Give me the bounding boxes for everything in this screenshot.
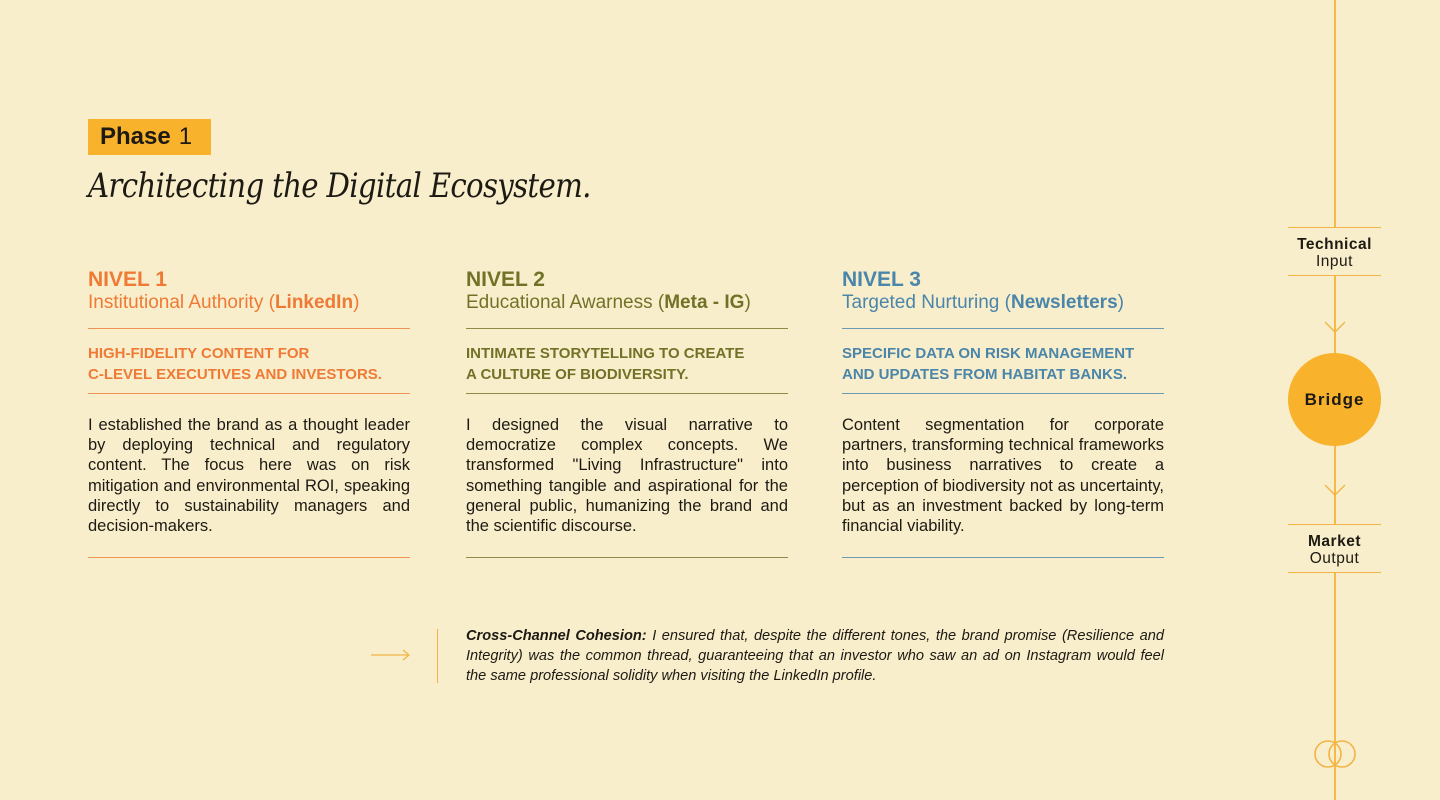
chevron-down-icon bbox=[1323, 320, 1347, 334]
divider bbox=[842, 393, 1164, 394]
technical-input-box: Technical Input bbox=[1288, 227, 1381, 276]
divider bbox=[466, 328, 788, 329]
phase-number: 1 bbox=[178, 123, 193, 150]
nivel-subtitle: Educational Awarness (Meta - IG) bbox=[466, 292, 751, 313]
divider bbox=[842, 328, 1164, 329]
nivel-label: NIVEL 1 bbox=[88, 268, 167, 291]
nivel-column-2 bbox=[466, 268, 788, 558]
market-output-box: Market Output bbox=[1288, 524, 1381, 573]
highlight-text: INTIMATE STORYTELLING TO CREATE A CULTURE OF BIODIVERSITY. bbox=[466, 345, 745, 383]
nivel-column-3 bbox=[842, 268, 1164, 558]
body-text: Content segmentation for corporate partners, transforming technical frameworks into business narratives to create a perception of biodiversity not as uncertainty, but as an investment backed by long-term financial viability. bbox=[842, 416, 1164, 536]
bridge-circle: Bridge bbox=[1288, 353, 1381, 446]
nivel-label: NIVEL 3 bbox=[842, 268, 921, 291]
nivel-subtitle: Targeted Nurturing (Newsletters) bbox=[842, 292, 1124, 313]
channel-name: Meta - IG bbox=[664, 292, 745, 313]
note-label: Cross-Channel Cohesion: bbox=[466, 628, 647, 644]
channel-name: LinkedIn bbox=[274, 292, 354, 313]
chevron-down-icon bbox=[1323, 483, 1347, 497]
channel-name: Newsletters bbox=[1010, 292, 1118, 313]
highlight-text: SPECIFIC DATA ON RISK MANAGEMENT AND UPDATES FROM HABITAT BANKS. bbox=[842, 345, 1135, 383]
divider bbox=[88, 557, 410, 558]
divider bbox=[88, 393, 410, 394]
note-divider bbox=[437, 629, 438, 683]
note-body: I ensured that, despite the different tones, the brand promise (Resilience and Integrity) was the common thread, guaranteeing that an investor who saw an ad on Instagram would feel the same professional solidity when visiting the LinkedIn profile. bbox=[466, 628, 1164, 685]
rings-logo-icon bbox=[1312, 738, 1358, 770]
highlight-text: HIGH-FIDELITY CONTENT FOR C-LEVEL EXECUTIVES AND INVESTORS. bbox=[88, 345, 382, 383]
nivel-label: NIVEL 2 bbox=[466, 268, 545, 291]
divider bbox=[466, 557, 788, 558]
phase-word: Phase bbox=[100, 123, 171, 150]
cross-channel-note bbox=[466, 626, 1164, 687]
nivel-column-1 bbox=[88, 268, 410, 558]
page-title: Architecting the Digital Ecosystem. bbox=[88, 166, 591, 206]
divider bbox=[842, 557, 1164, 558]
phase-badge bbox=[88, 119, 211, 155]
arrow-right-icon bbox=[371, 648, 411, 662]
nivel-subtitle: Institutional Authority (LinkedIn) bbox=[88, 292, 360, 313]
body-text: I established the brand as a thought leader by deploying technical and regulatory content. The focus here was on risk mitigation and environmental ROI, speaking directly to sustainability managers and decision-makers. bbox=[88, 416, 410, 536]
divider bbox=[88, 328, 410, 329]
divider bbox=[466, 393, 788, 394]
body-text: I designed the visual narrative to democratize complex concepts. We transformed "Living Infrastructure" into something tangible and aspirational for the general public, humanizing the brand and the scientific discourse. bbox=[466, 416, 788, 536]
